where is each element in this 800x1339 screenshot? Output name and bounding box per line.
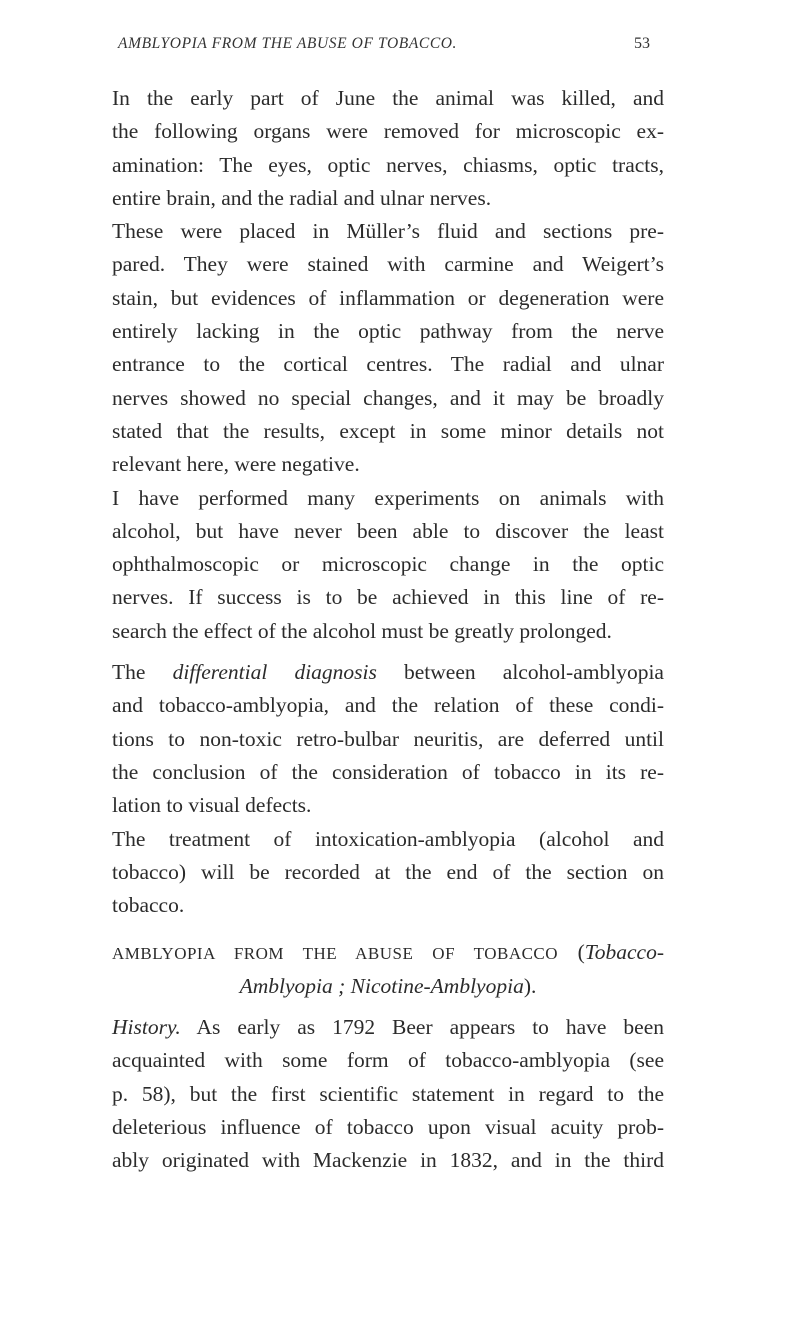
text-line: ophthalmoscopic or microscopic change in the optic: [112, 552, 664, 577]
body-text: [112, 82, 664, 1178]
text-line: lation to visual defects.: [112, 793, 312, 818]
italic-term: differential diagnosis: [172, 660, 377, 685]
text-line: These were placed in Müller’s fluid and sections pre-: [112, 219, 664, 244]
text-line: tions to non-toxic retro-bulbar neuritis, are deferred until: [112, 726, 664, 751]
text-run: As early as 1792 Beer appears to have been: [180, 1015, 664, 1040]
heading-italic: Amblyopia ; Nicotine-Amblyopia: [239, 973, 524, 998]
text-line: In the early part of June the animal was killed, and: [112, 86, 664, 110]
text-line: stated that the results, except in some minor details not: [112, 418, 664, 443]
text-line: [112, 1011, 664, 1044]
page-number: 53: [634, 35, 650, 52]
text-line: nerves. If success is to be achieved in this line of re-: [112, 585, 664, 610]
paragraph-6: [112, 1011, 664, 1177]
paragraph-3: [112, 482, 664, 648]
heading-paren: (: [558, 940, 585, 965]
text-line: the following organs were removed for microscopic ex-: [112, 119, 664, 144]
text-line: pared. They were stained with carmine and Weigert’s: [112, 252, 664, 277]
heading-smallcaps: AMBLYOPIA FROM THE ABUSE OF TOBACCO: [112, 944, 559, 964]
paragraph-5: [112, 823, 664, 923]
heading-line: [112, 936, 664, 969]
paragraph-1: [112, 82, 664, 215]
text-line: nerves showed no special changes, and it may be broadly: [112, 385, 664, 410]
running-head: [0, 18, 800, 58]
text-line: the conclusion of the consideration of tobacco in its re-: [112, 759, 664, 784]
text-line: and tobacco-amblyopia, and the relation of these condi-: [112, 693, 664, 718]
italic-label: History.: [112, 1015, 181, 1040]
text-run: between alcohol-amblyopia: [376, 660, 664, 685]
running-title: AMBLYOPIA FROM THE ABUSE OF TOBACCO.: [118, 35, 458, 52]
text-line: alcohol, but have never been able to discover the least: [112, 518, 664, 543]
paragraph-2: [112, 215, 664, 481]
paragraph-4: [112, 656, 664, 822]
text-line: The treatment of intoxication-amblyopia (alcohol and: [112, 826, 664, 851]
text-line: ably originated with Mackenzie in 1832, and in the third: [112, 1148, 664, 1173]
text-line: [112, 656, 664, 689]
text-line: acquainted with some form of tobacco-amblyopia (see: [112, 1048, 664, 1073]
text-line: entirely lacking in the optic pathway from the nerve: [112, 319, 664, 344]
text-line: amination: The eyes, optic nerves, chiasms, optic tracts,: [112, 152, 664, 177]
text-line: deleterious influence of tobacco upon visual acuity prob-: [112, 1114, 664, 1139]
text-line: stain, but evidences of inflammation or degeneration were: [112, 285, 664, 310]
section-heading: [112, 936, 664, 1003]
text-line: entire brain, and the radial and ulnar nerves.: [112, 185, 492, 210]
heading-paren: ).: [523, 973, 537, 998]
text-line: p. 58), but the first scientific statement in regard to the: [112, 1081, 664, 1106]
text-run: The: [112, 660, 173, 685]
text-line: tobacco.: [112, 893, 185, 918]
heading-italic: Tobacco-: [584, 940, 664, 965]
heading-line: [112, 970, 664, 1003]
text-line: relevant here, were negative.: [112, 452, 360, 477]
text-line: tobacco) will be recorded at the end of the section on: [112, 859, 664, 884]
text-line: search the effect of the alcohol must be greatly prolonged.: [112, 618, 612, 643]
text-line: entrance to the cortical centres. The radial and ulnar: [112, 352, 664, 377]
text-line: I have performed many experiments on animals with: [112, 485, 664, 510]
